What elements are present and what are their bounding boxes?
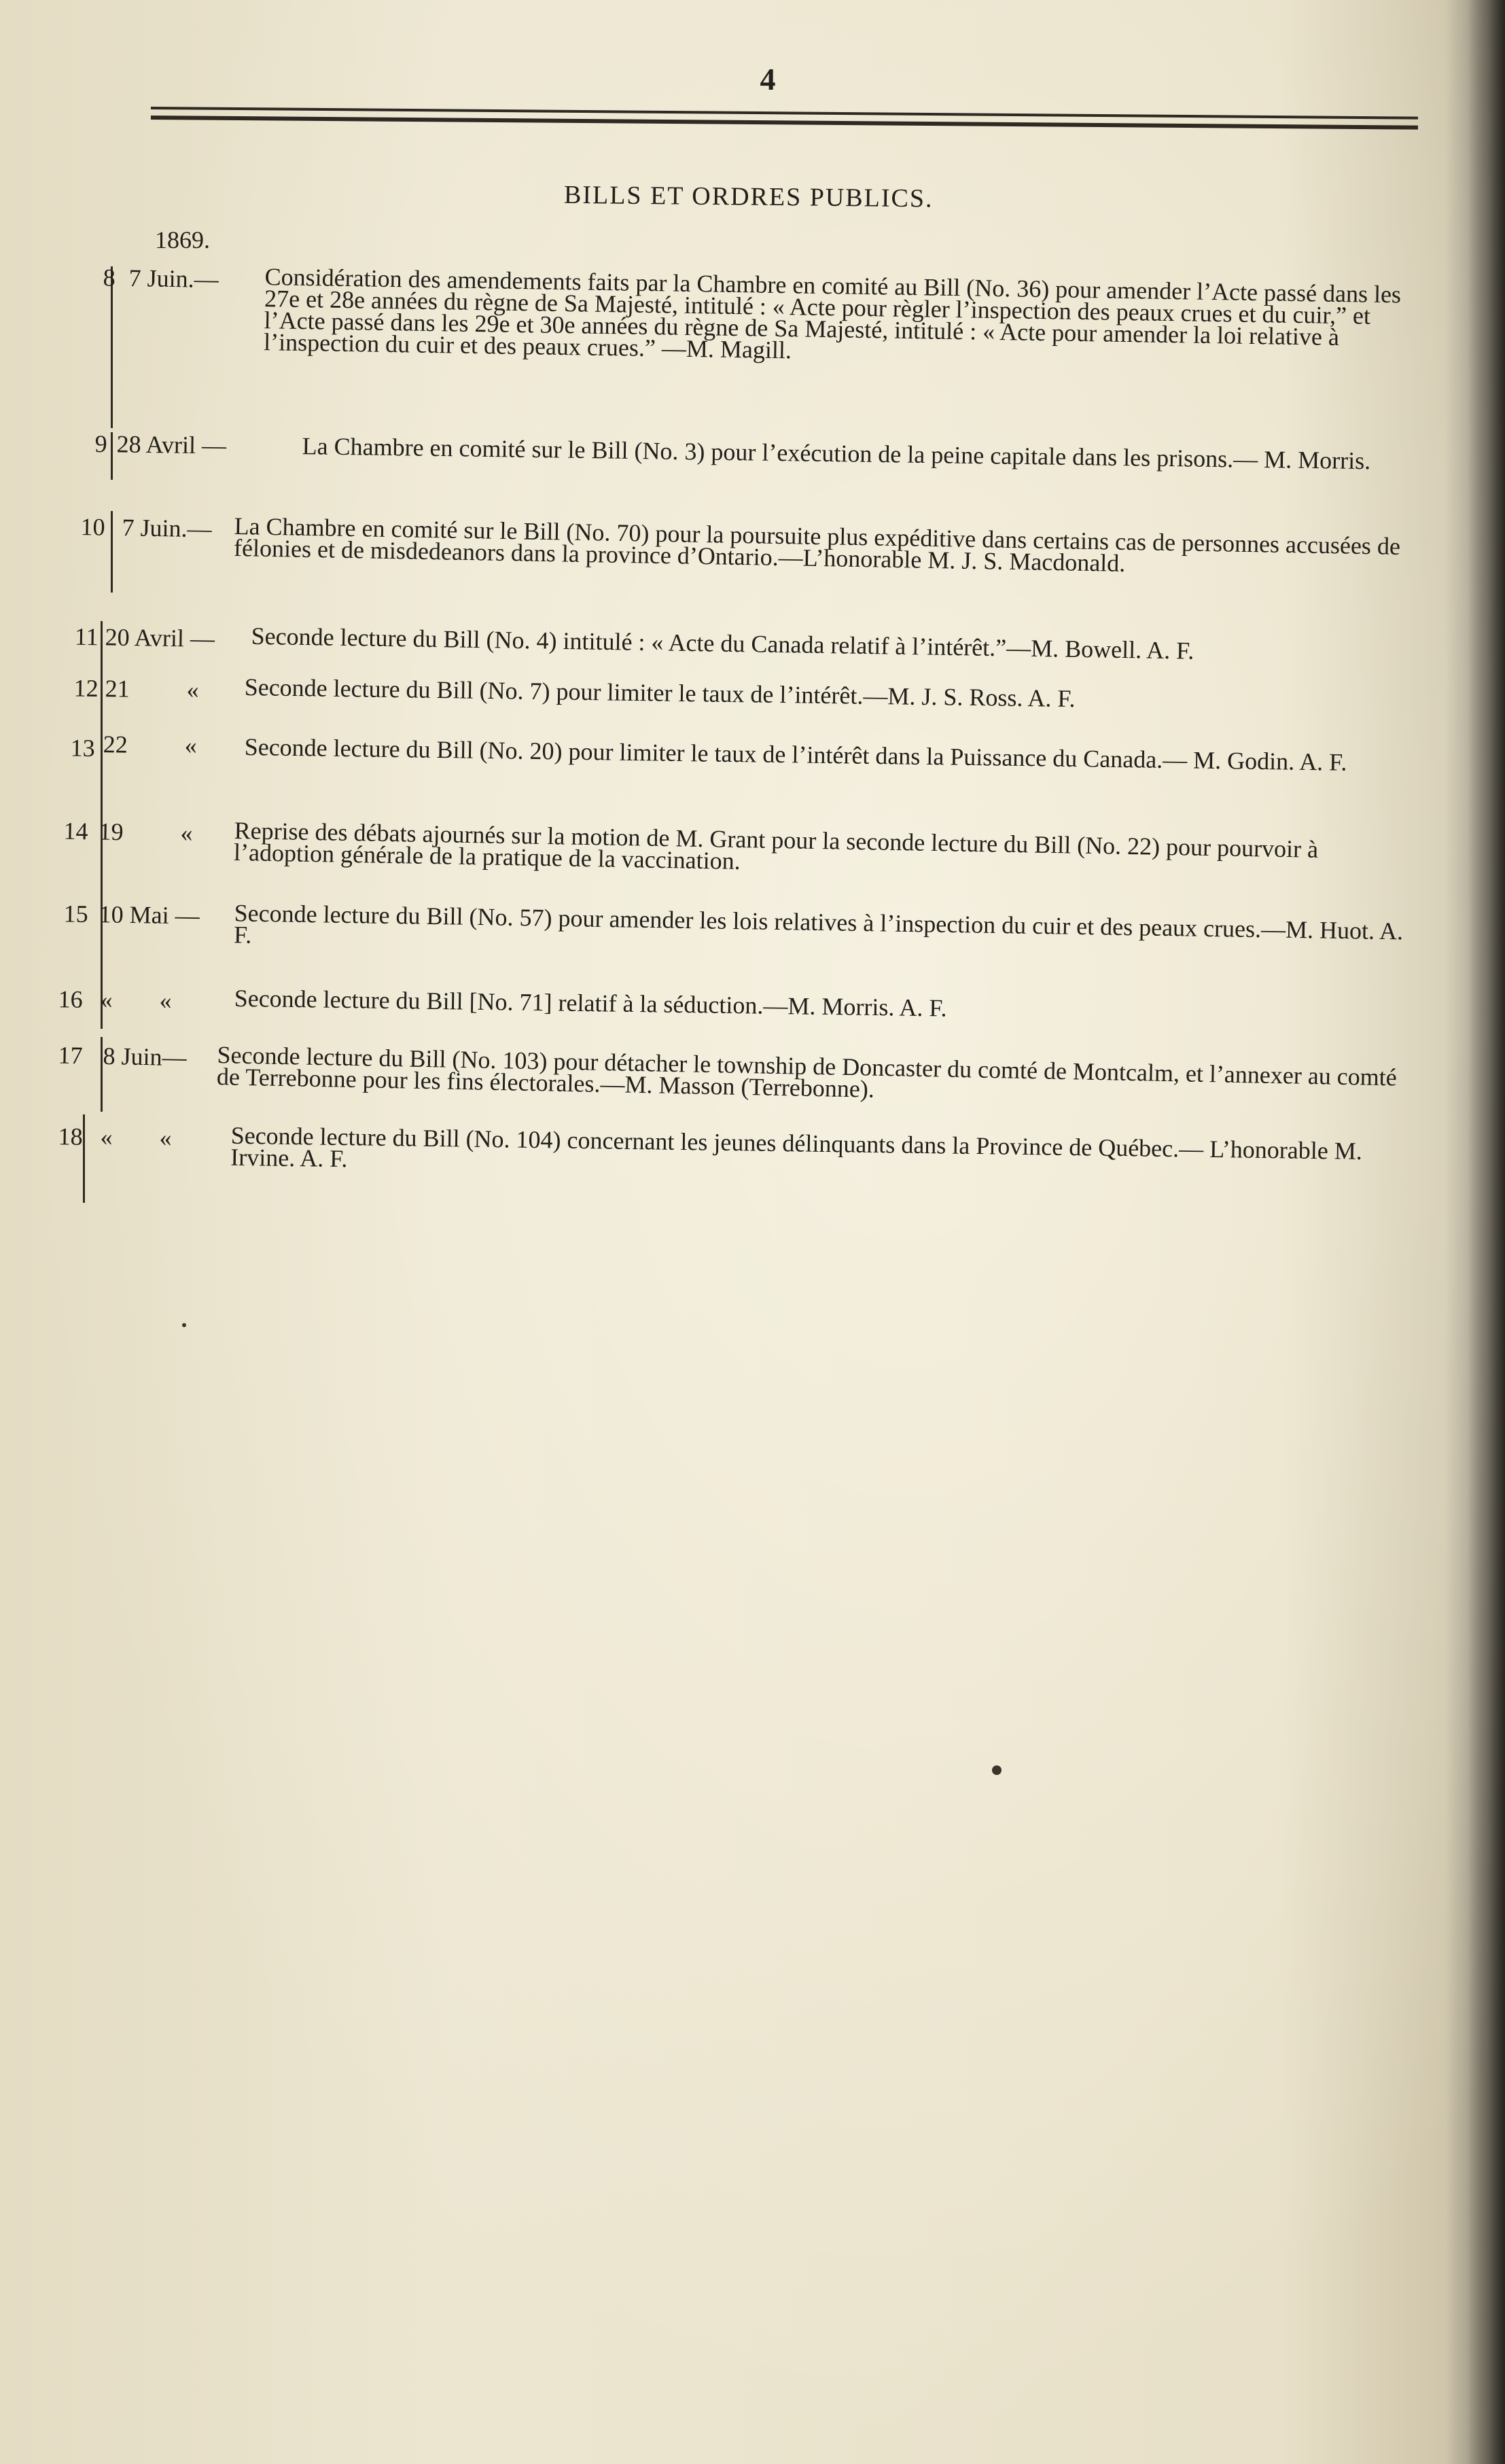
entry-number: 12: [73, 674, 99, 703]
entry-number: 16: [58, 985, 83, 1013]
entry-date: « «: [100, 986, 172, 1015]
entry-number: 18: [58, 1123, 83, 1150]
entry-text: La Chambre en comité sur le Bill (No. 70) pour la poursuite plus expéditive dans certains cas de personnes accusées de félonies et de misdedeanors dans la province d’Ontario.—L’honorable M. J. S. Macdonald.: [233, 512, 1401, 577]
entry-date: 20 Avril —: [105, 623, 215, 652]
entry-text: Considération des amendements faits par la Chambre en comité au Bill (No. 36) pour amender l’Acte passé dans les 27e et 28e années du règne de Sa Majesté, intitulé : « Acte pour règler l’inspection des peaux crues et du cuir,” et l’Acte passé dans les 29e et 30e années du règne de Sa Majesté, intitulé : « Acte pour amender la loi relative à l’inspection du cuir et des peaux crues.” —M. Magill.: [263, 263, 1402, 364]
entry-text: Seconde lecture du Bill [No. 71] relatif à la séduction.—M. Morris. A. F.: [234, 984, 947, 1022]
entry-date: 10 Mai —: [99, 900, 200, 930]
entry-text: Seconde lecture du Bill (No. 20) pour limiter le taux de l’intérêt dans la Puissance du Canada.— M. Godin. A. F.: [244, 733, 1347, 776]
entry-date: 8 Juin—: [103, 1042, 187, 1072]
entry-text: Seconde lecture du Bill (No. 104) concernant les jeunes délinquants dans la Province de Québec.— L’honorable M. Irvine. A. F.: [230, 1121, 1363, 1173]
entry-number: 11: [74, 622, 99, 651]
entry-text: Seconde lecture du Bill (No. 4) intitulé : « Acte du Canada relatif à l’intérêt.”—M. Bowell. A. F.: [251, 622, 1194, 665]
margin-rule: [111, 511, 113, 593]
margin-rule: [83, 1114, 85, 1203]
entry-date: 19 «: [99, 817, 193, 847]
entry-number: 17: [58, 1041, 83, 1070]
entry-text: Seconde lecture du Bill (No. 57) pour amender les lois relatives à l’inspection du cuir et des peaux crues.—M. Huot. A. F.: [233, 899, 1404, 949]
entry-date: 7 Juin.—: [128, 264, 219, 294]
margin-rule: [101, 1037, 103, 1112]
section-title: BILLS ET ORDRES PUBLICS.: [563, 180, 934, 213]
ink-dot: [992, 1765, 1002, 1775]
entry-number: 13: [70, 734, 95, 762]
binding-shadow: [1468, 0, 1505, 2464]
entry-text: Seconde lecture du Bill (No. 7) pour limiter le taux de l’intérêt.—M. J. S. Ross. A. F.: [244, 673, 1076, 713]
entry-number: 14: [63, 817, 88, 845]
entry-date: 7 Juin.—: [122, 514, 212, 543]
entry-number: 8: [103, 264, 116, 292]
entry-date: 28 Avril —: [116, 430, 227, 459]
entry-date: 22 «: [103, 731, 198, 760]
entry-text: La Chambre en comité sur le Bill (No. 3) pour l’exécution de la peine capitale dans les prisons.— M. Morris.: [302, 432, 1371, 475]
entry-date: 21 «: [105, 675, 199, 704]
year-heading: 1869.: [155, 226, 210, 253]
entry-date: « «: [100, 1123, 172, 1152]
ink-speck: [182, 1323, 186, 1327]
entry-number: 10: [80, 513, 105, 541]
entry-text: Reprise des débats ajournés sur la motion de M. Grant pour la seconde lecture du Bill (No. 22) pour pourvoir à l’adoption générale de la pratique de la vaccination.: [233, 817, 1319, 875]
entry-number: 15: [63, 900, 88, 928]
margin-rule: [111, 432, 113, 480]
entry-text: Seconde lecture du Bill (No. 103) pour détacher le township de Doncaster du comté de Montcalm, et l’annexer au comté de Terrebonne pour les fins électorales.—M. Masson (Terrebonne).: [216, 1041, 1398, 1103]
entry-number: 9: [94, 429, 107, 458]
page-number: 4: [760, 62, 776, 96]
